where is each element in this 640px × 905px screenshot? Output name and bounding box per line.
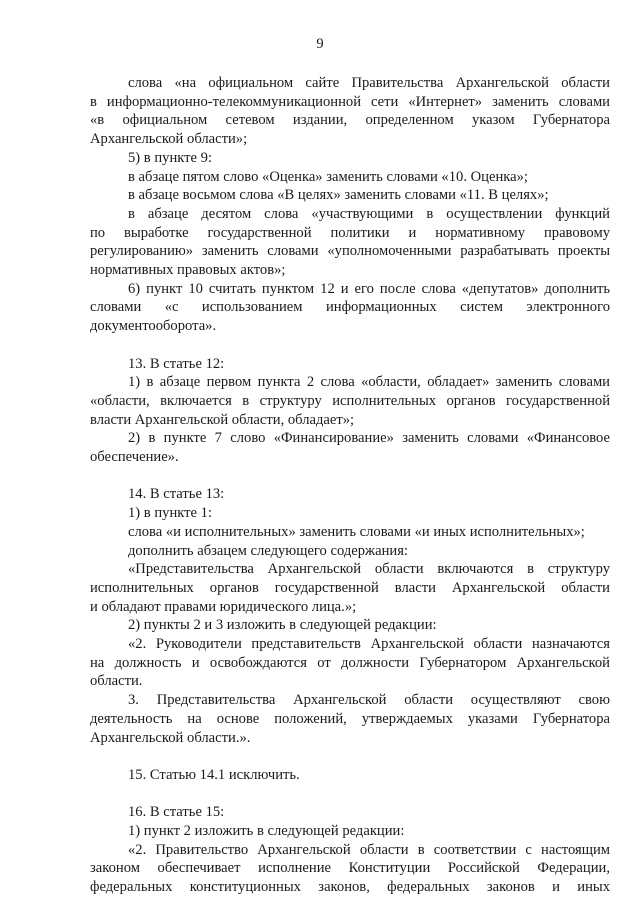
- section-heading: 13. В статье 12:: [128, 355, 225, 372]
- paragraph: слова «на официальном сайте Правительства Архангельской области: [128, 75, 610, 91]
- paragraph: 2) пункты 2 и 3 изложить в следующей редакции:: [128, 617, 437, 634]
- paragraph: в абзаце пятом слово «Оценка» заменить словами «10. Оценка»;: [128, 168, 528, 185]
- paragraph-spacer: [90, 336, 610, 355]
- paragraph-line: Архангельской области.».: [90, 729, 251, 746]
- paragraph-line: «области, включается в структуру исполнительных органов государственной: [90, 392, 610, 409]
- section-heading: 15. Статью 14.1 исключить.: [128, 766, 300, 783]
- paragraph-spacer: [90, 785, 610, 804]
- paragraph: 1) пункт 2 изложить в следующей редакции:: [128, 823, 405, 840]
- paragraph: слова «и исполнительных» заменить словами «и иных исполнительных»;: [128, 523, 585, 540]
- paragraph: 6) пункт 10 считать пунктом 12 и его после слова «депутатов» дополнить: [128, 280, 610, 297]
- paragraph: 1) в абзаце первом пункта 2 слова «области, обладает» заменить словами: [128, 374, 610, 391]
- paragraph-line: в информационно-телекоммуникационной сети «Интернет» заменить словами: [90, 93, 610, 110]
- paragraph: дополнить абзацем следующего содержания:: [128, 542, 408, 559]
- paragraph: «Представительства Архангельской области включаются в структуру: [128, 561, 610, 578]
- paragraph: 2) в пункте 7 слово «Финансирование» заменить словами «Финансовое: [128, 430, 610, 447]
- paragraph-line: документооборота».: [90, 318, 217, 335]
- paragraph-line: области.: [90, 673, 143, 690]
- paragraph: в абзаце десятом слова «участвующими в осуществлении функций: [128, 205, 610, 222]
- paragraph-line: власти Архангельской области, обладает»;: [90, 411, 355, 428]
- paragraph: 3. Представительства Архангельской области осуществляют свою: [128, 692, 610, 709]
- paragraph-line: регулированию» заменить словами «уполномоченными разрабатывать проекты: [90, 243, 610, 260]
- paragraph-line: «в официальном сетевом издании, определенном указом Губернатора: [90, 112, 610, 129]
- paragraph: 1) в пункте 1:: [128, 505, 213, 522]
- paragraph-line: федеральных конституционных законов, федеральных законов и иных: [90, 879, 610, 896]
- paragraph-line: на должность и освобождаются от должности Губернатором Архангельской: [90, 654, 610, 671]
- section-heading: 16. В статье 15:: [128, 804, 225, 821]
- paragraph-line: нормативных правовых актов»;: [90, 262, 286, 279]
- page-number: 9: [316, 36, 324, 52]
- paragraph-spacer: [90, 747, 610, 766]
- paragraph-line: деятельность на основе положений, утверждаемых указами Губернатора: [90, 710, 610, 727]
- section-heading: 14. В статье 13:: [128, 486, 225, 503]
- paragraph-line: по выработке государственной политики и нормативному правовому: [90, 224, 610, 241]
- paragraph: 5) в пункте 9:: [128, 149, 213, 166]
- paragraph: «2. Руководители представительств Архангельской области назначаются: [128, 636, 610, 653]
- paragraph-line: словами «с использованием информационных систем электронного: [90, 299, 610, 316]
- document-body: [90, 74, 610, 897]
- paragraph: «2. Правительство Архангельской области в соответствии с настоящим: [128, 841, 610, 858]
- paragraph-line: Архангельской области»;: [90, 131, 248, 148]
- paragraph-line: исполнительных органов государственной власти Архангельской области: [90, 579, 610, 596]
- paragraph-line: и обладают правами юридического лица.»;: [90, 598, 357, 615]
- paragraph-line: обеспечение».: [90, 449, 179, 466]
- paragraph-spacer: [90, 467, 610, 486]
- paragraph-line: законом обеспечивает исполнение Конституции Российской Федерации,: [90, 860, 610, 877]
- paragraph: в абзаце восьмом слова «В целях» заменить словами «11. В целях»;: [128, 187, 549, 204]
